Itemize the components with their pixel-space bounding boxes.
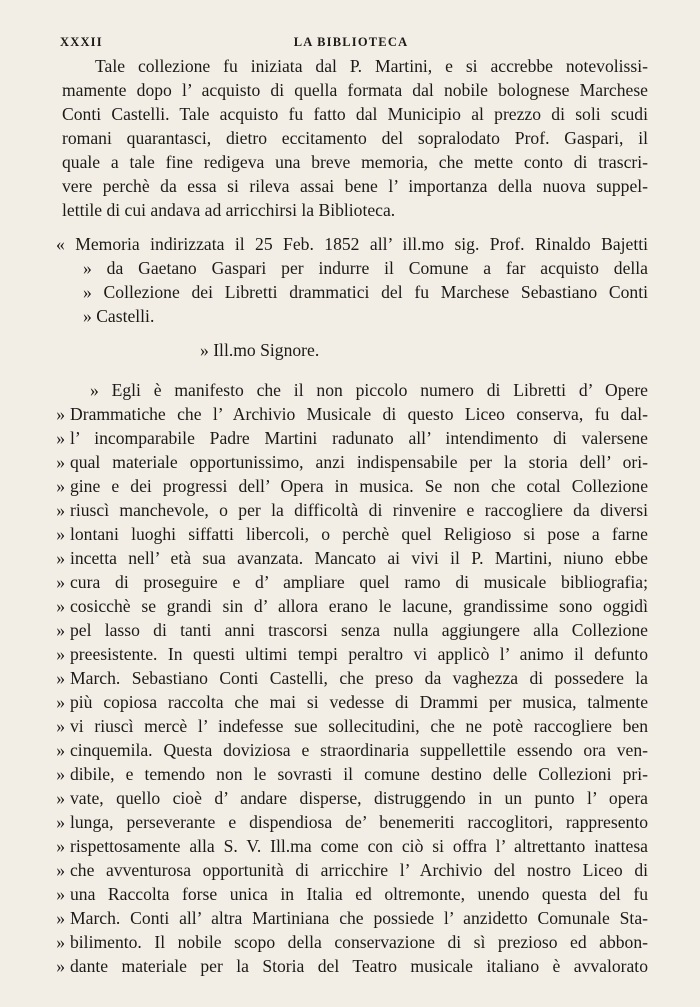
memo-body-line: più copiosa raccolta che mai si vedesse di Drammi per musica, talmente xyxy=(70,692,648,712)
continuation-quote-mark: » xyxy=(56,596,65,616)
memo-salutation: » Ill.mo Signore. xyxy=(200,340,320,360)
memo-body-line: lunga, perseverante e dispendiosa de’ benemeriti raccoglitori, rappresento xyxy=(70,812,648,832)
intro-line: mamente dopo l’ acquisto di quella formata dal nobile bolognese Marchese xyxy=(62,80,648,100)
memo-body-line: rispettosamente alla S. V. Ill.ma come con ciò si offra l’ altrettanto inattesa xyxy=(70,836,648,856)
continuation-quote-mark: » xyxy=(56,836,65,856)
continuation-quote-mark: » xyxy=(56,860,65,880)
continuation-quote-mark: » xyxy=(56,692,65,712)
continuation-quote-mark: » xyxy=(56,500,65,520)
page-number: XXXII xyxy=(60,35,103,49)
continuation-quote-mark: » xyxy=(56,932,65,952)
memo-body-line: dante materiale per la Storia del Teatro musicale italiano è avvalorato xyxy=(70,956,648,976)
continuation-quote-mark: » xyxy=(56,788,65,808)
memo-body-line: che avventurosa opportunità di arricchire l’ Archivio del nostro Liceo di xyxy=(70,860,648,880)
continuation-quote-mark: » xyxy=(56,716,65,736)
memo-body-line: bilimento. Il nobile scopo della conservazione di sì prezioso ed abbon- xyxy=(70,932,648,952)
memo-body-line: vi riuscì mercè l’ indefesse sue sollecitudini, che ne potè raccogliere ben xyxy=(70,716,648,736)
memo-body-line: una Raccolta forse unica in Italia ed oltremonte, unendo questa del fu xyxy=(70,884,648,904)
continuation-quote-mark: » xyxy=(56,740,65,760)
memo-body-line: pel lasso di tanti anni trascorsi senza nulla aggiungere alla Collezione xyxy=(70,620,648,640)
continuation-quote-mark: » xyxy=(56,428,65,448)
memo-body-line: » Egli è manifesto che il non piccolo numero di Libretti d’ Opere xyxy=(90,380,648,400)
memo-body-line: March. Conti all’ altra Martiniana che possiede l’ anzidetto Comunale Sta- xyxy=(70,908,648,928)
memo-body-line: riuscì manchevole, o per la difficoltà di rinvenire e raccogliere da diversi xyxy=(70,500,648,520)
continuation-quote-mark: » xyxy=(56,812,65,832)
continuation-quote-mark: » xyxy=(56,620,65,640)
memo-body-line: dibile, e temendo non le sovrasti il comune destino delle Collezioni pri- xyxy=(70,764,648,784)
memo-heading-line: » da Gaetano Gaspari per indurre il Comune a far acquisto della xyxy=(83,258,648,278)
continuation-quote-mark: » xyxy=(56,572,65,592)
page-header xyxy=(60,35,642,55)
memo-body-line: preesistente. In questi ultimi tempi peraltro vi applicò l’ animo il defunto xyxy=(70,644,648,664)
intro-line: quale a tale fine redigeva una breve memoria, che mette conto di trascri- xyxy=(62,152,648,172)
memo-body-line: vate, quello cioè d’ andare disperse, distruggendo in un punto l’ opera xyxy=(70,788,648,808)
intro-line: Conti Castelli. Tale acquisto fu fatto dal Municipio al prezzo di soli scudi xyxy=(62,104,648,124)
continuation-quote-mark: » xyxy=(56,764,65,784)
continuation-quote-mark: » xyxy=(56,404,65,424)
continuation-quote-mark: » xyxy=(56,956,65,976)
continuation-quote-mark: » xyxy=(56,476,65,496)
memo-body-line: qual materiale opportunissimo, anzi indispensabile per la storia dell’ ori- xyxy=(70,452,648,472)
memo-body-line: cinquemila. Questa doviziosa e straordinaria suppellettile essendo ora ven- xyxy=(70,740,648,760)
memo-body-line: lontani luoghi siffatti libercoli, o perchè quel Religioso si pose a farne xyxy=(70,524,648,544)
memo-body-line: l’ incomparabile Padre Martini radunato all’ intendimento di valersene xyxy=(70,428,648,448)
memo-heading-line: » Collezione dei Libretti drammatici del fu Marchese Sebastiano Conti xyxy=(83,282,648,302)
continuation-quote-mark: » xyxy=(56,884,65,904)
memo-body-line: cosicchè se grandi sin d’ allora erano le lacune, grandissime sono oggidì xyxy=(70,596,648,616)
continuation-quote-mark: » xyxy=(56,668,65,688)
memo-body-line: gine e dei progressi dell’ Opera in musica. Se non che cotal Collezione xyxy=(70,476,648,496)
running-title: LA BIBLIOTECA xyxy=(293,35,409,49)
memo-body-line: March. Sebastiano Conti Castelli, che preso da vaghezza di possedere la xyxy=(70,668,648,688)
memo-body-line: Drammatiche che l’ Archivio Musicale di questo Liceo conserva, fu dal- xyxy=(70,404,648,424)
continuation-quote-mark: » xyxy=(56,452,65,472)
intro-line: romani quarantasci, dietro eccitamento del sopralodato Prof. Gaspari, il xyxy=(62,128,648,148)
continuation-quote-mark: » xyxy=(56,908,65,928)
intro-line: lettile di cui andava ad arricchirsi la Biblioteca. xyxy=(62,200,396,220)
intro-line: Tale collezione fu iniziata dal P. Martini, e si accrebbe notevolissi- xyxy=(95,56,648,76)
continuation-quote-mark: » xyxy=(56,548,65,568)
continuation-quote-mark: » xyxy=(56,644,65,664)
intro-line: vere perchè da essa si rileva assai bene l’ importanza della nuova suppel- xyxy=(62,176,648,196)
memo-body-line: cura di proseguire e d’ ampliare quel ramo di musicale bibliografia; xyxy=(70,572,648,592)
memo-heading-line: « Memoria indirizzata il 25 Feb. 1852 all’ ill.mo sig. Prof. Rinaldo Bajetti xyxy=(56,234,648,254)
memo-body-line: incetta nell’ età sua avanzata. Mancato ai vivi il P. Martini, niuno ebbe xyxy=(70,548,648,568)
memo-heading-line: » Castelli. xyxy=(83,306,155,326)
continuation-quote-mark: » xyxy=(56,524,65,544)
